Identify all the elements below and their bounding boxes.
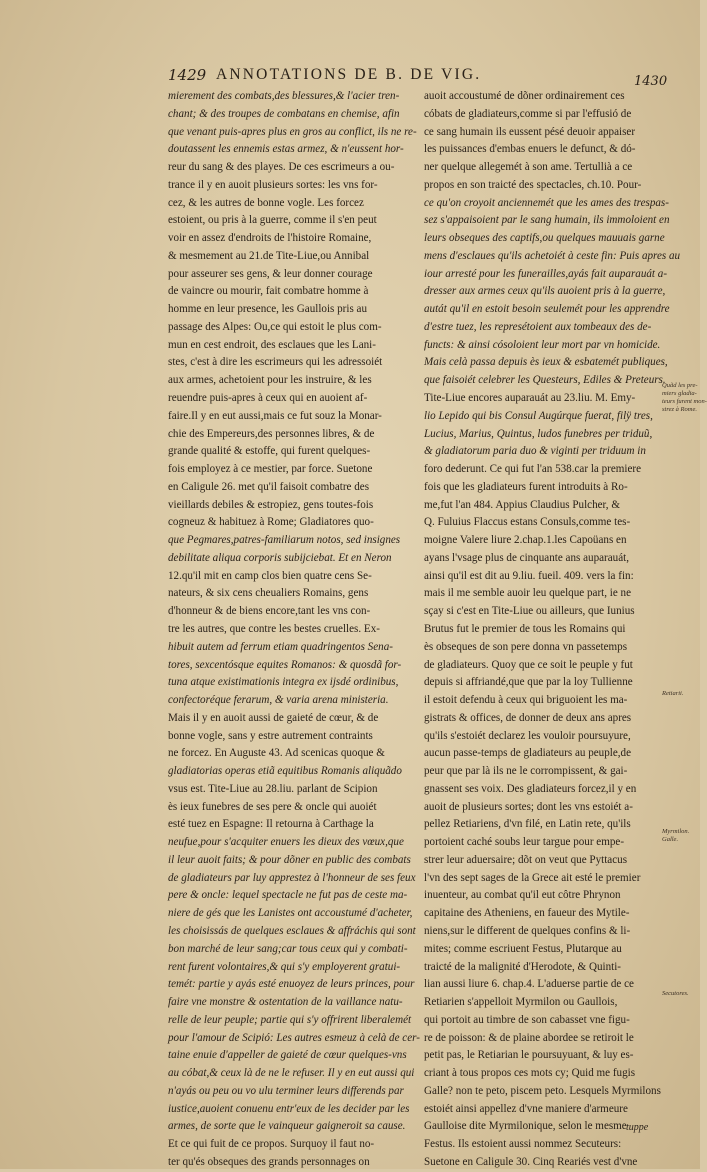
text-line: moigne Valere liure 2.chap.1.les Capoüans en — [424, 534, 627, 547]
catchword: tuppe — [626, 1122, 649, 1133]
text-line: les choisissás de quelques esclaues & affráchis qui sont — [168, 924, 416, 937]
text-line: ayans l'vsage plus de cinquante ans auparauát, — [424, 551, 630, 564]
text-line: rent furent volontaires,& qui s'y employerent gratui- — [168, 960, 401, 973]
text-line: strer leur aduersaire; dõt on veut que Pyttacus — [424, 853, 628, 866]
text-line: bonne vogle, sans y estre autrement contraints — [168, 729, 373, 742]
text-line: gistrats & offices, de donner de deux ans apres — [424, 711, 632, 724]
text-line: vieillards debiles & estropiez, gens toutes-fois — [168, 498, 374, 511]
text-line: leurs obseques des captifs,ou quelques mauuais garne — [424, 232, 665, 245]
text-line: doutassent les ennemis estas armez, & n'eussent hor- — [168, 143, 404, 156]
text-line: ner quelque allegemét à son ame. Tertullià a ce — [424, 161, 633, 174]
text-line: tores, sexcentósque equites Romanos: & quosdã for- — [168, 658, 402, 671]
text-line: n'ayás ou peu ou vo ulu terminer leurs differends par — [168, 1084, 404, 1097]
text-line: Suetone en Caligule 30. Cinq Reariés vest d'vne — [424, 1155, 638, 1168]
text-line: functs: & ainsi cósoloient leur mort par vn homicide. — [424, 338, 661, 351]
text-line: capitaine des Atheniens, en faueur des Mytile- — [424, 907, 630, 920]
text-line: cez, & les autres de bonne vogle. Les forcez — [168, 196, 364, 209]
text-line: tuna atque existimationis integra ex ijsdé ordinibus, — [168, 676, 399, 689]
text-line: gnassent ses voix. Des gladiateurs forcez,il y en — [424, 782, 637, 795]
text-line: Tite-Liue encores auparauát au 23.liu. M. Emy- — [424, 392, 636, 405]
text-line: bon marché de leur sang;car tous ceux qui y combati- — [168, 942, 408, 955]
text-line: qu'ils s'estoiét declarez les vouloir poursuyure, — [424, 729, 631, 742]
margin-note — [662, 690, 698, 698]
text-line: chant; & des troupes de combatans en chemise, afin — [168, 107, 400, 120]
text-line: d'honneur & de biens encore,tant les vns con- — [168, 605, 371, 618]
text-line: mierement des combats,des blessures,& l'acier tren- — [168, 90, 400, 102]
text-line: que venant puis-apres plus en gros au conflict, ils ne re- — [168, 125, 417, 138]
text-line: grande qualité & estoffe, qui furent quelques- — [168, 445, 371, 458]
text-line: Lucius, Marius, Quintus, ludos funebres per triduũ, — [424, 427, 653, 440]
text-line: mun en cest endroit, des esclaues que les Lani- — [168, 338, 376, 351]
text-line: ès ieux funebres de ses pere & oncle qui auoiét — [168, 800, 377, 813]
text-line: hibuit autem ad ferrum etiam quadringentos Sena- — [168, 640, 393, 653]
text-line: les puissances d'embas enuers le defunct, & dó- — [424, 143, 636, 156]
text-line: re de poisson: & de plaine abordee se retiroit le — [424, 1031, 634, 1044]
margin-note-line: Myrmilon. — [662, 828, 690, 835]
page-header — [168, 66, 668, 89]
text-line: que Pegmares,patres-familiarum notos, sed insignes — [168, 534, 401, 547]
text-line: aucun passe-temps de gladiateurs au peuple,de — [424, 747, 632, 760]
text-line: taine enuie d'appeller de gaieté de cœur quelques-vns — [168, 1049, 407, 1062]
margin-note-line: Retiarii. — [662, 690, 684, 697]
text-line: de gladiateurs. Quoy que ce soit le peuple y fut — [424, 658, 633, 671]
text-line: niere de gés que les Lanistes ont accoustumé d'acheter, — [168, 907, 413, 920]
text-line: auoit accoustumé de dõner ordinairement ces — [424, 90, 625, 102]
text-line: niens,sur le different de quelques confins & li- — [424, 924, 631, 937]
text-line: autát qu'il en estoit besoin seulemét pour les apprendre — [424, 303, 670, 316]
text-line: que faisoiét celebrer les Questeurs, Ediles & Preteurs. — [424, 374, 666, 387]
text-line: Et ce qui fuit de ce propos. Surquoy il faut no- — [168, 1138, 375, 1151]
text-line: propos en son traicté des spectacles, ch.10. Pour- — [424, 178, 642, 191]
text-line: Mais il y en auoit aussi de gaieté de cœur, & de — [168, 711, 379, 724]
text-line: reuendre puis-apres à ceux qui en auoient af- — [168, 392, 368, 405]
text-line: pour l'amour de Scipió: Les autres esmeuz à celà de cer- — [168, 1031, 420, 1044]
text-line: reur du sang & des playes. De ces escrimeurs a ou- — [168, 161, 395, 174]
margin-note-line: Secutores. — [662, 990, 689, 997]
text-line: ès obseques de son pere donna vn passetemps — [424, 640, 628, 653]
text-line: de vaincre ou mourir, fait combatre homme à — [168, 285, 369, 298]
text-line: voir en assez d'endroits de l'histoire Romaine, — [168, 232, 372, 245]
text-line: pour asseurer ses gens, & leur donner courage — [168, 267, 373, 280]
text-line: cóbats de gladiateurs,comme si par l'effusió de — [424, 107, 632, 120]
text-line: fois que les gladiateurs furent introduits à Ro- — [424, 480, 628, 493]
text-line: ainsi qu'il est dit au 9.liu. fueil. 409. vers la fin: — [424, 569, 634, 582]
text-line: ne forcez. En Auguste 43. Ad scenicas quoque & — [168, 747, 385, 760]
text-line: foro dederunt. Ce qui fut l'an 538.car la premiere — [424, 463, 642, 476]
text-line: ter qu'és obseques des grands personnages on — [168, 1155, 370, 1168]
text-line: gladiatorias operas etiã equitibus Romanis aliquãdo — [168, 765, 402, 778]
text-line: en Caligule 26. met qu'il faisoit combatre des — [168, 480, 370, 493]
text-line: estoient, ou pris à la guerre, comme il s'en peut — [168, 214, 377, 227]
text-line: esté tuez en Espagne: Il retourna à Carthage la — [168, 818, 374, 831]
margin-note — [662, 382, 707, 414]
text-line: & mesmement au 21.de Tite-Liue,ou Annibal — [168, 249, 370, 262]
text-line: l'vn des sept sages de la Grece ait esté le premier — [424, 871, 641, 884]
text-line: relle de leur peuple; partie qui s'y offrirent liberalemét — [168, 1013, 412, 1026]
text-line: neufue,pour s'acquiter enuers les dieux des vœux,que — [168, 836, 404, 849]
text-line: ce qu'on croyoit anciennemét que les ames des trespas- — [424, 196, 669, 209]
running-head: ANNOTATIONS DE B. DE VIG. — [216, 66, 482, 83]
text-line: iour arresté pour les funerailles,ayás fait auparauát a- — [424, 267, 668, 280]
text-line: debilitate aliqua corporis subijciebat. Et en Neron — [168, 551, 392, 564]
text-line: Brutus fut le premier de tous les Romains qui — [424, 622, 626, 635]
text-line: il leur auoit faits; & pour dõner en public des combats — [168, 853, 411, 866]
text-line: homme en leur presence, les Gaullois pris au — [168, 303, 368, 316]
text-line: mens d'esclaues qu'ils achetoiét à ceste fin: Puis apres au — [424, 249, 681, 262]
margin-note-line: Galle. — [662, 836, 679, 843]
margin-note — [662, 990, 698, 998]
text-line: estoiét ainsi appellez d'vne maniere d'armeure — [424, 1102, 628, 1115]
text-line: faire vne monstre & ostentation de la vaillance natu- — [168, 996, 403, 1009]
text-line: dresser aux armes ceux qu'ils auoient pris à la guerre, — [424, 285, 666, 298]
text-line: Mais celà passa depuis ès ieux & esbatemét publiques, — [424, 356, 668, 369]
text-line: iustice,auoient conuenu entr'eux de les decider par les — [168, 1102, 410, 1115]
text-line: cogneuz & habituez à Rome; Gladiatores quo- — [168, 516, 374, 529]
text-line: me,fut l'an 484. Appius Claudius Pulcher, & — [424, 498, 620, 511]
text-line: passage des Alpes: Ou,ce qui estoit le plus com- — [168, 320, 382, 333]
text-line: tre les autres, que contre les bestes cruelles. Ex- — [168, 622, 380, 635]
text-line: armes, de sorte que le vainqueur gaigneroit sa cause. — [168, 1120, 406, 1133]
text-line: nateurs, & six cens cheualiers Romains, gens — [168, 587, 369, 600]
text-line: & gladiatorum paria duo & viginti per triduum in — [424, 445, 646, 458]
text-line: Gaulloise dite Myrmilonique, selon le mesme — [424, 1120, 627, 1133]
text-line: mais il me semble auoir leu quelque part, ie ne — [424, 587, 632, 600]
text-line: Retiarien s'appelloit Myrmilon ou Gaullois, — [424, 996, 618, 1009]
text-line: traicté de la malignité d'Herodote, & Quinti- — [424, 960, 622, 973]
text-line: auoit de plusieurs sortes; dont les vns estoiét a- — [424, 800, 633, 813]
text-line: fois employez à ce mestier, par force. Suetone — [168, 463, 373, 476]
text-line: peur que par là ils ne le corrompissent, & gai- — [424, 765, 628, 778]
text-line: Festus. Ils estoient aussi nommez Secuteurs: — [424, 1138, 622, 1151]
text-line: chie des Empereurs,des personnes libres, & de — [168, 427, 375, 440]
text-line: inuenteur, au combat qu'il eut côtre Phrynon — [424, 889, 621, 902]
margin-note-line: Quãd les pre- — [662, 382, 698, 389]
text-line: au cóbat,& ceux là de ne le refuser. Il y en eut aussi qui — [168, 1067, 415, 1080]
text-line: vsus est. Tite-Liue au 28.liu. parlant de Scipion — [168, 782, 378, 795]
text-line: qui portoit au timbre de son cabasset vne figu- — [424, 1013, 630, 1026]
margin-note-line: strez à Rome. — [662, 406, 697, 413]
text-line: 12.qu'il mit en camp clos bien quatre cens Se- — [168, 569, 372, 582]
text-line: il estoit defendu à ceux qui briguoient les ma- — [424, 694, 628, 707]
text-line: trance il y en auoit plusieurs sortes: les vns for- — [168, 178, 378, 191]
text-line: confectoréque ferarum, & varia arena ministeria. — [168, 694, 389, 707]
text-line: pere & oncle: lequel spectacle ne fut pas de ceste ma- — [168, 889, 408, 902]
text-line: Galle? non te peto, piscem peto. Lesquels Myrmilons — [424, 1084, 661, 1097]
text-line: lio Lepido qui bis Consul Augúrque fuerat, filÿ tres, — [424, 409, 653, 422]
text-line: d'estre tuez, les represétoient aux tombeaux des de- — [424, 320, 652, 333]
text-line: mites; comme escriuent Festus, Plutarque au — [424, 942, 622, 955]
text-line: temét: partie y ayás esté enuoyez de leurs princes, pour — [168, 978, 415, 991]
margin-note-line: miers gladia- — [662, 390, 697, 397]
text-line: stes, c'est à dire les escrimeurs qui les adressoiét — [168, 356, 383, 369]
margin-note — [662, 828, 698, 844]
text-line: de gladiateurs par luy apprestez à l'honneur de ses feux — [168, 871, 416, 884]
text-line: Q. Fuluius Flaccus estans Consuls,comme tes- — [424, 516, 631, 529]
left-column — [168, 88, 420, 1172]
text-line: portoient caché soubs leur targue pour empe- — [424, 836, 625, 849]
text-line: ce sang humain ils eussent pésé deuoir appaiser — [424, 125, 636, 138]
folio-left: 1429 — [168, 66, 207, 84]
text-line: criant à tous propos ces mots cy; Quid me fugis — [424, 1067, 636, 1080]
text-line: petit pas, le Retiarian le poursuyuant, & luy es- — [424, 1049, 634, 1062]
text-line: depuis si affriandé,que que par la loy Tullienne — [424, 676, 633, 689]
text-line: faire.Il y en eut aussi,mais ce fut souz la Monar- — [168, 409, 382, 422]
text-line: pellez Retiariens, d'vn filé, en Latin rete, qu'ils — [424, 818, 631, 831]
text-line: lian aussi liure 6. chap.4. L'aduerse partie de ce — [424, 978, 634, 991]
text-line: sez s'appaisoient par le sang humain, ils immoloient en — [424, 214, 670, 227]
text-line: sçay si c'est en Tite-Liue ou ailleurs, que Iunius — [424, 605, 635, 618]
text-line: aux armes, achetoient pour les instruire, & les — [168, 374, 372, 387]
folio-right: 1430 — [634, 74, 668, 89]
margin-note-line: teurs furent mon- — [662, 398, 707, 405]
